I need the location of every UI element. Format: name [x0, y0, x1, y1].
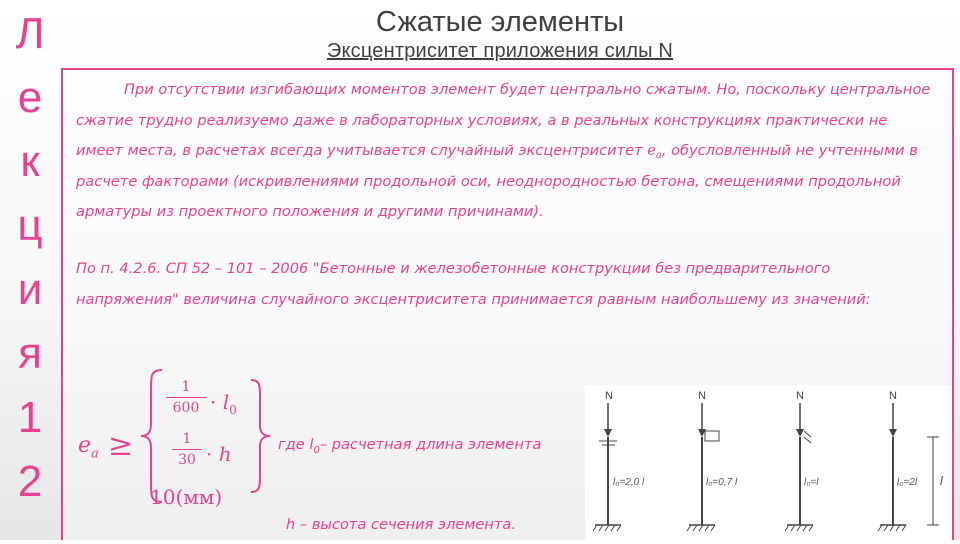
side-letter: 2 — [17, 457, 43, 506]
paragraph-intro — [76, 75, 936, 228]
formula-lhs: $e_a$ — [78, 433, 99, 462]
side-letter: ц — [17, 201, 43, 250]
slide-title: Сжатые элементы — [375, 6, 625, 38]
effective-length-label: l₀=0,7 l — [706, 477, 738, 488]
paragraph-code-reference: По п. 4.2.6. СП 52 – 101 – 2006 "Бетонные и железобетонные конструкции без предварительного напряжения" величина случайного эксцентриситета принимается равным наибольшему из значений: — [76, 260, 871, 308]
span-length-label: l — [940, 474, 943, 488]
force-label: N — [889, 390, 897, 402]
paragraph-intro-part-b: , обусловленный не учтенными в расчете факторами (искривлениями продольной оси, неоднородностью бетона, смещениями продольной арматуры из проектного положения и другими причинами). — [76, 142, 918, 220]
formula-relation: ≥ — [108, 428, 134, 463]
right-brace — [247, 376, 273, 496]
column-scheme-2 — [687, 390, 738, 531]
column-scheme-3 — [785, 390, 819, 531]
force-label: N — [796, 390, 804, 402]
fraction-one-six-hundredth: 1 600 — [166, 378, 206, 417]
eccentricity-symbol: $e_a$ — [647, 142, 662, 161]
side-lecture-label — [6, 2, 54, 514]
column-scheme-4 — [878, 390, 943, 531]
formula-term-height: · h — [206, 442, 232, 466]
height-note: h – высота сечения элемента. — [286, 516, 516, 533]
effective-length-label: l₀=2,0 l — [613, 477, 645, 488]
effective-length-label: l₀=2l — [897, 477, 918, 488]
side-letter: 1 — [17, 393, 43, 442]
formula-term-constant: 10(мм) — [150, 485, 223, 509]
formula-term-length: · $l_0$ — [210, 390, 237, 417]
side-letter: к — [20, 137, 40, 186]
side-letter: я — [18, 329, 42, 378]
side-letter: е — [17, 73, 43, 122]
force-label: N — [698, 390, 706, 402]
fraction-one-thirtieth: 1 30 — [172, 430, 202, 469]
fraction-bar — [166, 397, 206, 398]
where-note: где $l_0-$ расчетная длина элемента — [278, 436, 542, 456]
column-support-diagram — [585, 385, 952, 540]
fraction-bar — [172, 449, 202, 450]
slide-subtitle: Эксцентриситет приложения силы N — [326, 40, 674, 62]
side-letter: и — [17, 265, 43, 314]
force-label: N — [605, 390, 613, 402]
effective-length-label: l₀=l — [804, 477, 819, 488]
column-scheme-1 — [593, 390, 645, 531]
paragraph-intro-part-a: При отсутствии изгибающих моментов элемент будет центрально сжатым. Но, поскольку центральное сжатие трудно реализуемо даже в лабораторных условиях, а в реальных конструкциях практически не имеет места, в расчетах всегда учитывается случайный эксцентриситет — [76, 81, 931, 159]
side-letter: Л — [15, 9, 45, 58]
